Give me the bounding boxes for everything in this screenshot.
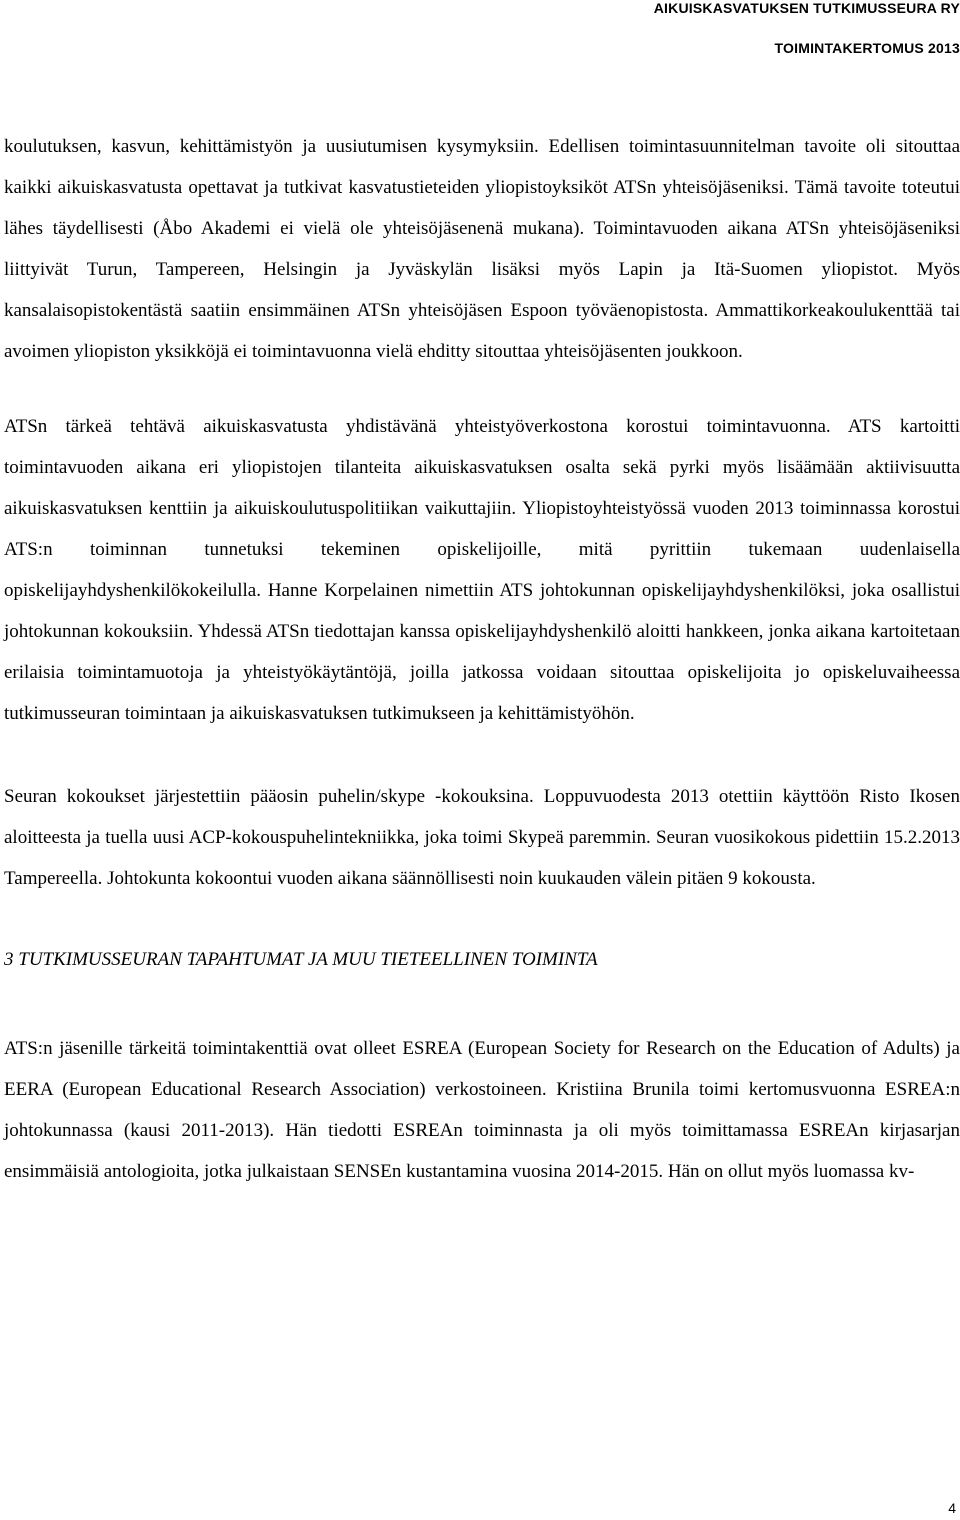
paragraph-gap [4,734,960,776]
paragraph-esrea: ATS:n jäsenille tärkeitä toimintakenttiä ovat olleet ESREA (European Society for Research on the Education of Adults) ja EERA (European Educational Research Association) verkostoineen. Kristiina Brunila toimi kertomusvuonna ESREA:n johtokunnassa (kausi 2011-2013). Hän tiedotti ESREAn toiminnasta ja oli myös toimittamassa ESREAn kirjasarjan ensimmäisiä antologioita, jotka julkaistaan SENSEn kustantamina vuosina 2014-2015. Hän on ollut myös luomassa kv- [4,1038,960,1182]
section-heading: 3 TUTKIMUSSEURAN TAPAHTUMAT JA MUU TIETEELLINEN TOIMINTA [4,949,598,970]
organization-name: AIKUISKASVATUKSEN TUTKIMUSSEURA RY [653,0,960,16]
paragraph-gap [4,980,960,1028]
paragraph-membership: koulutuksen, kasvun, kehittämistyön ja uusiutumisen kysymyksiin. Edellisen toimintasuunnitelman tavoite oli sitouttaa kaikki aikuiskasvatusta opettavat ja tutkivat kasvatustieteiden yliopistoyksiköt ATSn yhteisöjäseniksi. Tämä tavoite toteutui lähes täydellisesti (Åbo Akademi ei vielä ole yhteisöjäsenenä mukana). Toimintavuoden aikana ATSn yhteisöjäseniksi liittyivät Turun, Tampereen, Helsingin ja Jyväskylän lisäksi myös Lapin ja Itä-Suomen yliopistot. Myös kansalaisopistokentästä saatiin ensimmäinen ATSn yhteisöjäsen Espoon työväenopistosta. Ammattikorkeakoulukenttää tai avoimen yliopiston yksikköjä ei toimintavuonna vielä ehditty sitouttaa yhteisöjäsenten joukkoon. [4,136,960,362]
paragraph-gap [4,372,960,406]
paragraph-gap [4,899,960,939]
paragraph-meetings: Seuran kokoukset järjestettiin pääosin puhelin/skype -kokouksina. Loppuvuodesta 2013 otettiin käyttöön Risto Ikosen aloitteesta ja tuella uusi ACP-kokouspuhelintekniikka, joka toimi Skypeä paremmin. Seuran vuosikokous pidettiin 15.2.2013 Tampereella. Johtokunta kokoontui vuoden aikana säännöllisesti noin kuukauden välein pitäen 9 kokousta. [4,786,960,889]
page-number: 4 [948,1500,956,1516]
report-title: TOIMINTAKERTOMUS 2013 [774,40,960,56]
document-body [4,126,960,1192]
paragraph-network: ATSn tärkeä tehtävä aikuiskasvatusta yhdistävänä yhteistyöverkostona korostui toimintavuonna. ATS kartoitti toimintavuoden aikana eri yliopistojen tilanteita aikuiskasvatuksen osalta sekä pyrki myös lisäämään aktiivisuutta aikuiskasvatuksen kenttiin ja aikuiskoulutuspolitiikan vaikuttajiin. Yliopistoyhteistyössä vuoden 2013 toiminnassa korostui ATS:n toiminnan tunnetuksi tekeminen opiskelijoille, mitä pyrittiin tukemaan uudenlaisella opiskelijayhdyshenkilökokeilulla. Hanne Korpelainen nimettiin ATS johtokunnan opiskelijayhdyshenkilöksi, joka osallistui johtokunnan kokouksiin. Yhdessä ATSn tiedottajan kanssa opiskelijayhdyshenkilö aloitti hankkeen, jonka aikana kartoitetaan erilaisia toimintamuotoja ja yhteistyökäytäntöjä, joilla jatkossa voidaan sitouttaa opiskelijoita jo opiskeluvaiheessa tutkimusseuran toimintaan ja aikuiskasvatuksen tutkimukseen ja kehittämistyöhön. [4,416,960,724]
